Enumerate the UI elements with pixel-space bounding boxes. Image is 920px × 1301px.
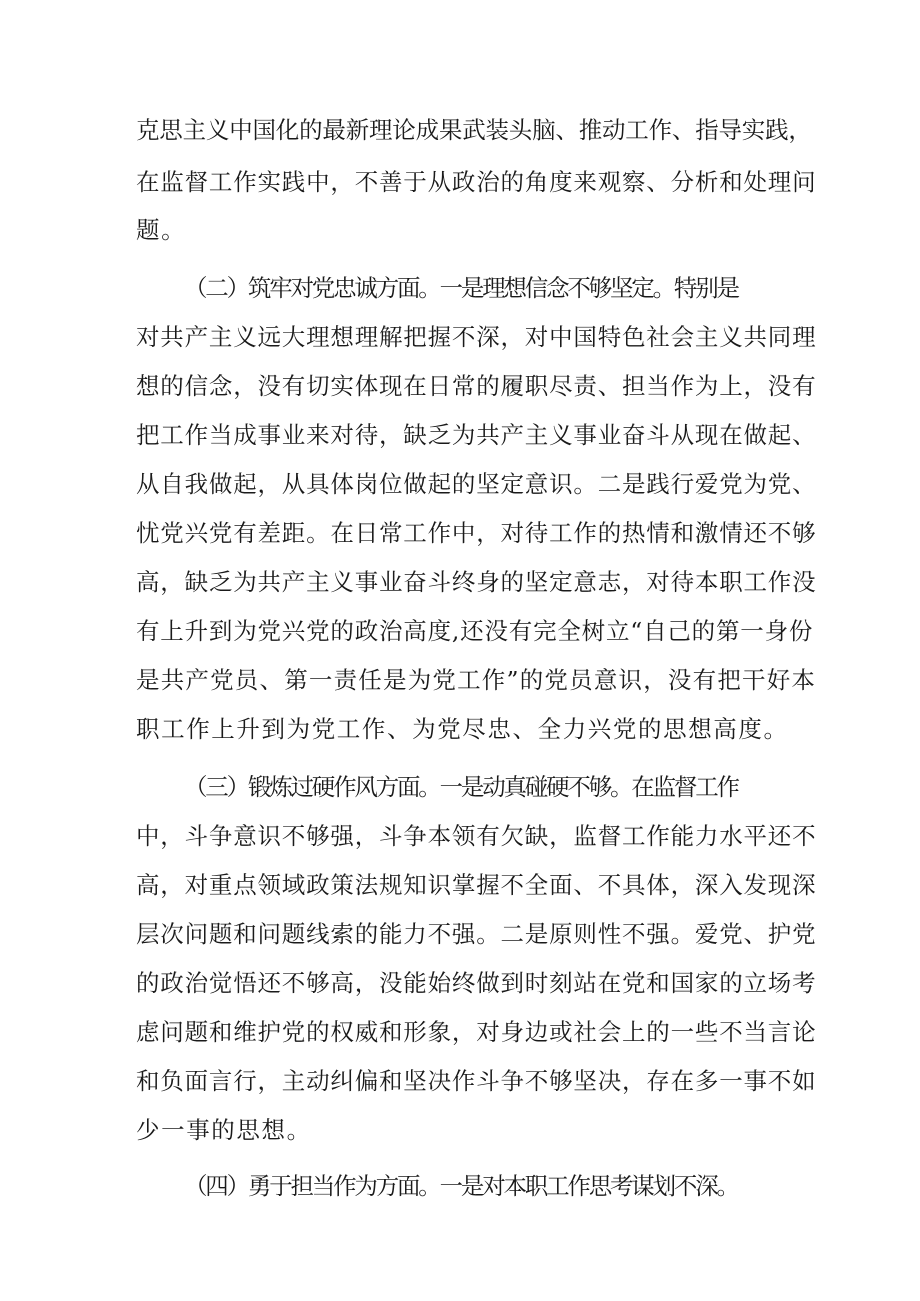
text-line: 想的信念，没有切实体现在日常的履职尽责、担当作为上，没有 (136, 372, 817, 400)
text-line: 的政治觉悟还不够高，没能始终做到时刻站在党和国家的立场考 (136, 969, 817, 997)
text-line: 在监督工作实践中，不善于从政治的角度来观察、分析和处理问 (136, 168, 817, 196)
text-line: 少一事的思想。 (136, 1116, 312, 1144)
text-line: 高，对重点领域政策法规知识掌握不全面、不具体，深入发现深 (136, 871, 817, 899)
text-line: （四）勇于担当作为方面。一是对本职工作思考谋划不深。 (184, 1172, 738, 1200)
text-line: 题。 (136, 216, 187, 244)
text-line: （三）锻炼过硬作风方面。一是动真碰硬不够。在监督工作 (184, 773, 738, 801)
text-line: 克思主义中国化的最新理论成果武装头脑、推动工作、指导实践， (136, 116, 812, 144)
text-line: （二）筑牢对党忠诚方面。一是理想信念不够坚定。特别是 (184, 274, 738, 302)
text-line: 中，斗争意识不够强，斗争本领有欠缺，监督工作能力水平还不 (136, 822, 817, 850)
text-line: 把工作当成事业来对待，缺乏为共产主义事业奋斗从现在做起、 (136, 421, 817, 449)
text-line: 忧党兴党有差距。在日常工作中，对待工作的热情和激情还不够 (136, 519, 817, 547)
text-line: 从自我做起，从具体岗位做起的坚定意识。二是践行爱党为党、 (136, 470, 817, 498)
text-line: 有上升到为党兴党的政治高度,还没有完全树立“自己的第一身份 (136, 617, 814, 645)
text-line: 对共产主义远大理想理解把握不深，对中国特色社会主义共同理 (136, 323, 817, 351)
text-line: 虑问题和维护党的权威和形象，对身边或社会上的一些不当言论 (136, 1018, 817, 1046)
text-line: 高，缺乏为共产主义事业奋斗终身的坚定意志，对待本职工作没 (136, 568, 817, 596)
text-line: 层次问题和问题线索的能力不强。二是原则性不强。爱党、护党 (136, 920, 817, 948)
text-line: 和负面言行，主动纠偏和坚决作斗争不够坚决，存在多一事不如 (136, 1067, 817, 1095)
text-line: 职工作上升到为党工作、为党尽忠、全力兴党的思想高度。 (136, 715, 789, 743)
text-line: 是共产党员、第一责任是为党工作”的党员意识，没有把干好本 (136, 666, 817, 694)
